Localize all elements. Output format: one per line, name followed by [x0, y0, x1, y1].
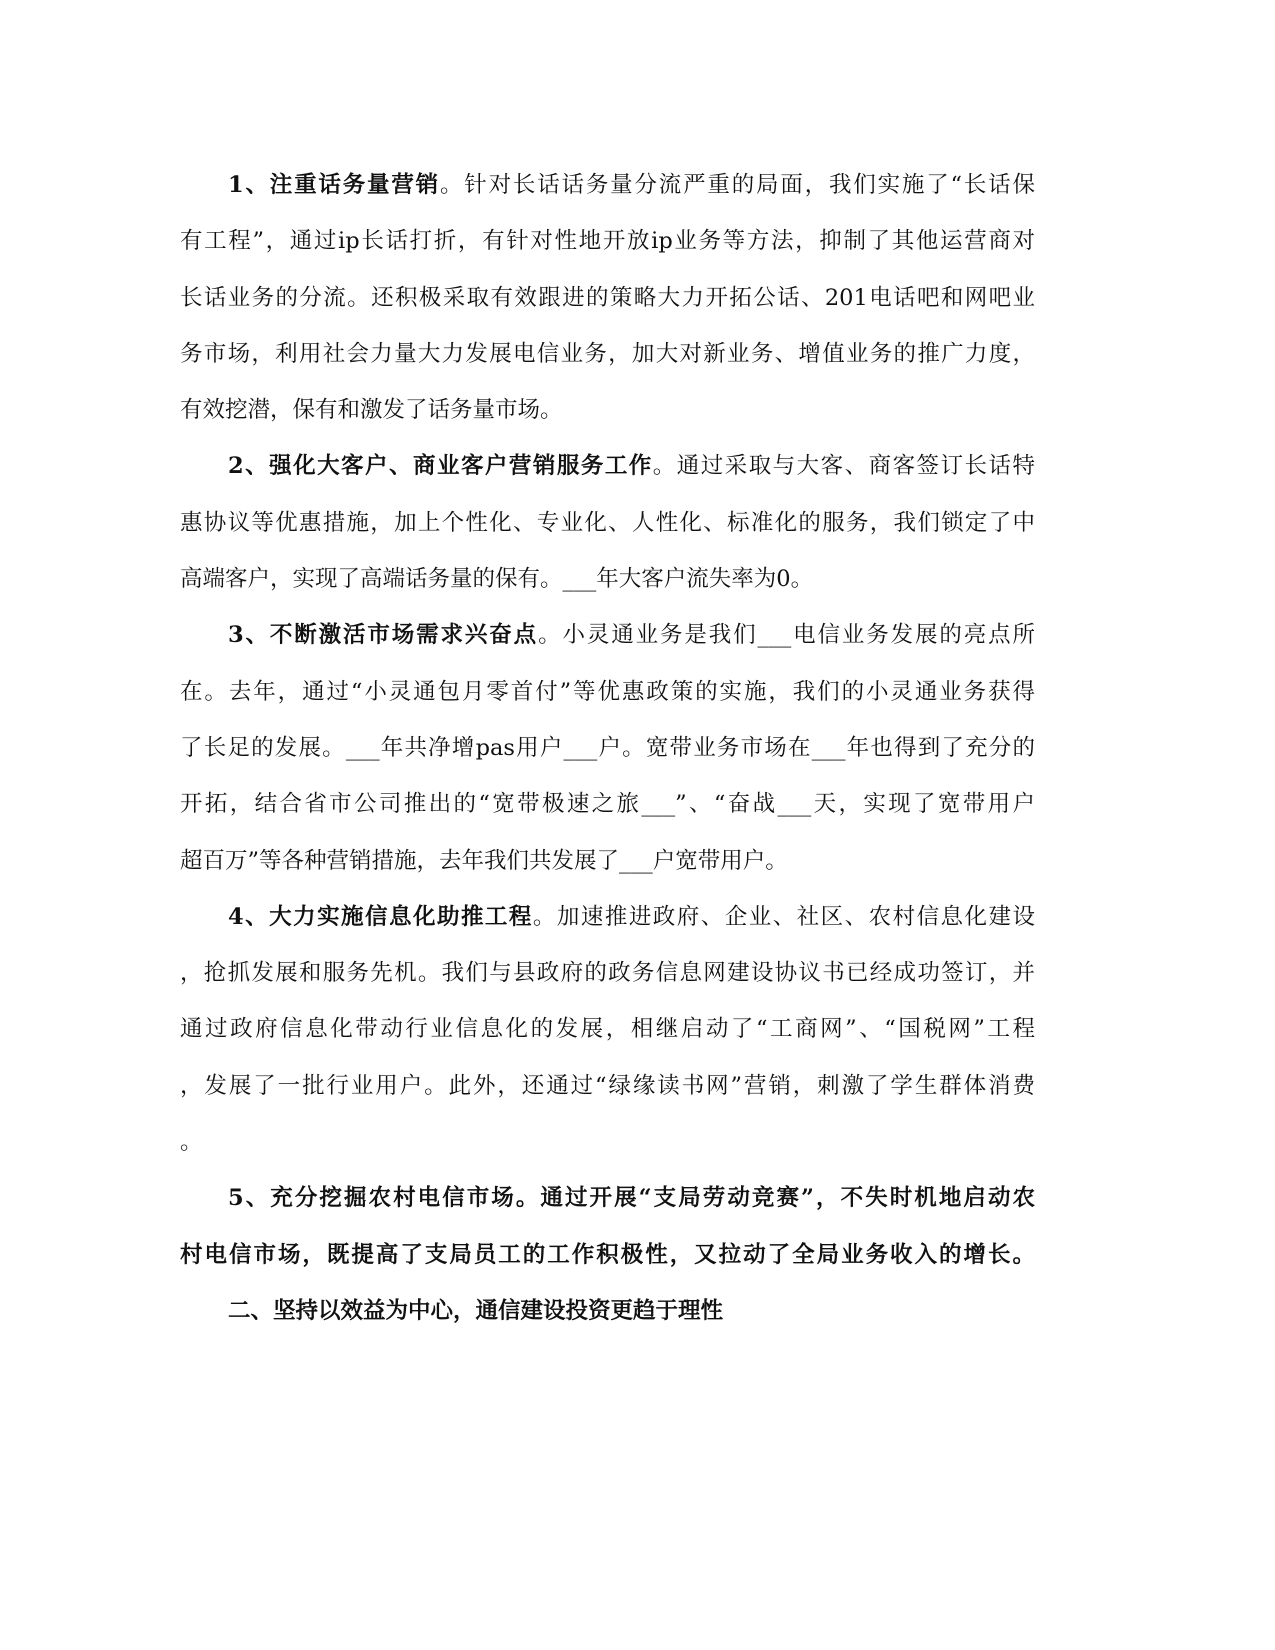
- paragraph-3-line-2: 在。去年，通过“小灵通包月零首付”等优惠政策的实施，我们的小灵通业务获得: [180, 678, 1035, 705]
- paragraph-5-line-1: [180, 1170, 1035, 1226]
- paragraph-4-title: 4、大力实施信息化助推工程: [228, 903, 533, 930]
- document-body: [180, 157, 1035, 1339]
- paragraph-2-title: 2、强化大客户、商业客户营销服务工作: [228, 453, 653, 480]
- paragraph-1-line-4: 务市场，利用社会力量大力发展电信业务，加大对新业务、增值业务的推广力度，: [180, 340, 1035, 367]
- paragraph-3-line-4: 开拓，结合省市公司推出的“宽带极速之旅___”、“奋战___天，实现了宽带用户: [180, 791, 1035, 818]
- paragraph-5-title: 5、充分挖掘农村电信市场: [228, 1185, 516, 1212]
- paragraph-3-title: 3、不断激活市场需求兴奋点: [228, 622, 539, 649]
- paragraph-3-line-3: 了长足的发展。___年共净增pas用户___户。宽带业务市场在___年也得到了充分的: [180, 734, 1035, 761]
- paragraph-4-line-1: [180, 889, 1035, 945]
- paragraph-4-line-4: ，发展了一批行业用户。此外，还通过“绿缘读书网”营销，刺激了学生群体消费: [180, 1072, 1035, 1099]
- paragraph-1-line-3: 长话业务的分流。还积极采取有效跟进的策略大力开拓公话、201电话吧和网吧业: [180, 284, 1035, 311]
- paragraph-2-line-1: [180, 438, 1035, 494]
- paragraph-1-title: 1、注重话务量营销: [228, 172, 440, 198]
- paragraph-1-text: 。针对长话话务量分流严重的局面，我们实施了“长话保: [439, 172, 1035, 198]
- paragraph-1-line-2: 有工程”，通过ip长话打折，有针对性地开放ip业务等方法，抑制了其他运营商对: [180, 228, 1035, 255]
- section-heading: 二、坚持以效益为中心，通信建设投资更趋于理性: [228, 1297, 724, 1324]
- paragraph-5-text: 。通过开展“支局劳动竞赛”，不失时机地启动农: [515, 1185, 1035, 1212]
- paragraph-1-line-1: [180, 157, 1035, 213]
- paragraph-2-line-3: 高端客户，实现了高端话务量的保有。___年大客户流失率为0。: [180, 566, 814, 593]
- paragraph-5-line-2: 村电信市场，既提高了支局员工的工作积极性，又拉动了全局业务收入的增长。: [180, 1241, 1035, 1268]
- paragraph-1-line-5: 有效挖潜，保有和激发了话务量市场。: [180, 397, 563, 424]
- paragraph-4-text: 。加速推进政府、企业、社区、农村信息化建设: [532, 903, 1035, 930]
- paragraph-4-line-5: 。: [180, 1129, 203, 1156]
- paragraph-2-line-2: 惠协议等优惠措施，加上个性化、专业化、人性化、标准化的服务，我们锁定了中: [180, 509, 1035, 536]
- paragraph-2-text: 。通过采取与大客、商客签订长话特: [652, 453, 1035, 480]
- paragraph-3-text: 。小灵通业务是我们___电信业务发展的亮点所: [538, 622, 1035, 649]
- paragraph-3-line-1: [180, 607, 1035, 663]
- paragraph-3-line-5: 超百万”等各种营销措施，去年我们共发展了___户宽带用户。: [180, 847, 788, 874]
- paragraph-4-line-2: ，抢抓发展和服务先机。我们与县政府的政务信息网建设协议书已经成功签订，并: [180, 960, 1035, 987]
- paragraph-4-line-3: 通过政府信息化带动行业信息化的发展，相继启动了“工商网”、“国税网”工程: [180, 1016, 1035, 1043]
